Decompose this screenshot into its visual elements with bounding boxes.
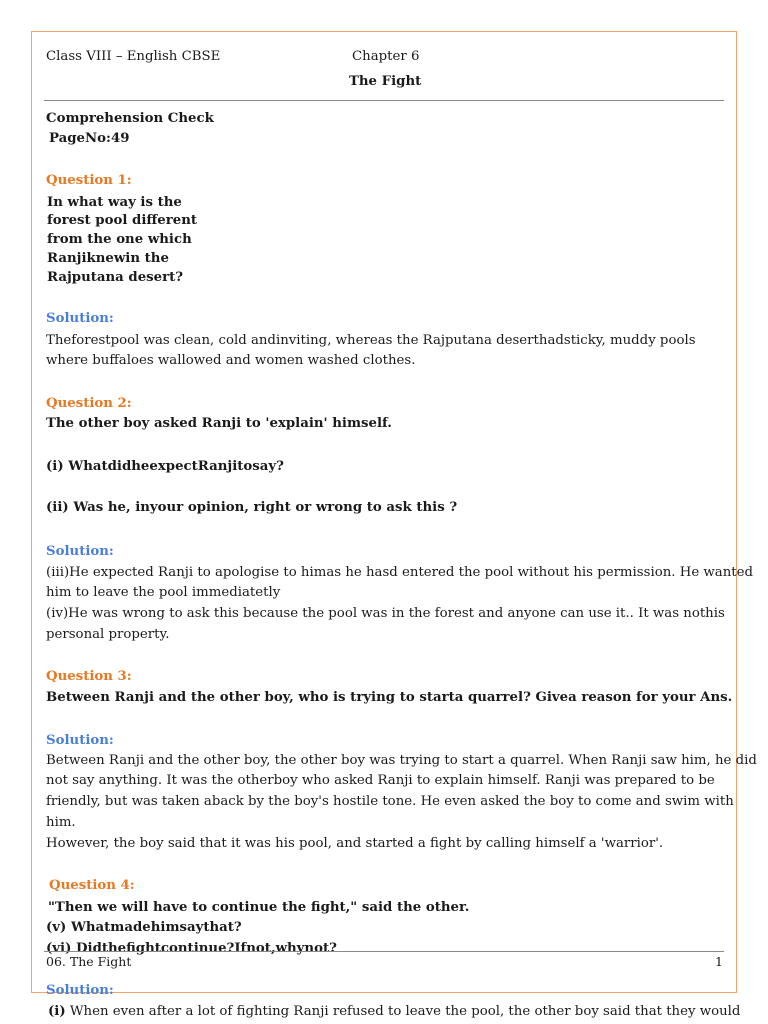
solution-1-line: where buffaloes wallowed and women washed clothes. — [46, 353, 416, 368]
page-reference: PageNo:49 — [49, 131, 130, 146]
class-label: Class VIII – English CBSE — [46, 49, 221, 64]
question-1-line: Rajputana desert? — [47, 270, 184, 285]
solution-4-text: When even after a lot of fighting Ranji refused to leave the pool, the other boy said that they would — [65, 1004, 741, 1019]
solution-3-line: not say anything. It was the otherboy who asked Ranji to explain himself. Ranji was prepared to be — [46, 773, 715, 788]
solution-1-label: Solution: — [46, 311, 114, 326]
solution-2-line: him to leave the pool immediatetly — [46, 585, 281, 600]
question-4-sub-vi: (vi) Didthefightcontinue?Ifnot,whynot? — [46, 941, 337, 956]
chapter-label: Chapter 6 — [352, 49, 420, 64]
solution-2-line: (iv)He was wrong to ask this because the pool was in the forest and anyone can use it.. It was nothis — [46, 606, 725, 621]
solution-2-label: Solution: — [46, 544, 114, 559]
question-1-label: Question 1: — [46, 173, 132, 188]
question-3-text: Between Ranji and the other boy, who is trying to starta quarrel? Givea reason for your Ans. — [46, 690, 733, 705]
section-title: Comprehension Check — [46, 111, 214, 126]
question-2-sub-ii: (ii) Was he, inyour opinion, right or wrong to ask this ? — [46, 500, 458, 515]
solution-3-line: However, the boy said that it was his pool, and started a fight by calling himself a 'warrior'. — [46, 836, 664, 851]
solution-4-number: (i) — [48, 1004, 66, 1019]
solution-4-label: Solution: — [46, 983, 114, 998]
question-4-label: Question 4: — [49, 878, 135, 893]
question-1-line: from the one which — [47, 232, 192, 247]
solution-2-line: personal property. — [46, 627, 170, 642]
page-title: The Fight — [349, 74, 422, 89]
question-4-text: "Then we will have to continue the fight," said the other. — [48, 900, 470, 915]
question-1-line: In what way is the — [47, 195, 182, 210]
question-2-text: The other boy asked Ranji to 'explain' himself. — [46, 416, 392, 431]
footer-divider — [44, 951, 724, 952]
footer-chapter: 06. The Fight — [46, 954, 132, 969]
question-3-label: Question 3: — [46, 669, 132, 684]
solution-3-line: Between Ranji and the other boy, the other boy was trying to start a quarrel. When Ranji saw him, he did — [46, 753, 757, 768]
solution-3-line: him. — [46, 815, 76, 830]
question-1-line: forest pool different — [47, 213, 198, 228]
solution-4-line — [48, 1003, 740, 1021]
question-2-sub-i: (i) WhatdidheexpectRanjitosay? — [46, 459, 284, 474]
header-divider — [44, 100, 724, 101]
solution-2-line: (iii)He expected Ranji to apologise to himas he hasd entered the pool without his permission. He wanted — [46, 565, 754, 580]
solution-3-label: Solution: — [46, 733, 114, 748]
question-1-line: Ranjiknewin the — [47, 251, 169, 266]
question-4-sub-v: (v) Whatmadehimsaythat? — [46, 920, 242, 935]
footer-page-number: 1 — [715, 954, 723, 969]
solution-1-line: Theforestpool was clean, cold andinviting, whereas the Rajputana deserthadsticky, muddy pools — [46, 333, 696, 348]
solution-3-line: friendly, but was taken aback by the boy's hostile tone. He even asked the boy to come and swim with — [46, 794, 734, 809]
question-2-label: Question 2: — [46, 396, 132, 411]
